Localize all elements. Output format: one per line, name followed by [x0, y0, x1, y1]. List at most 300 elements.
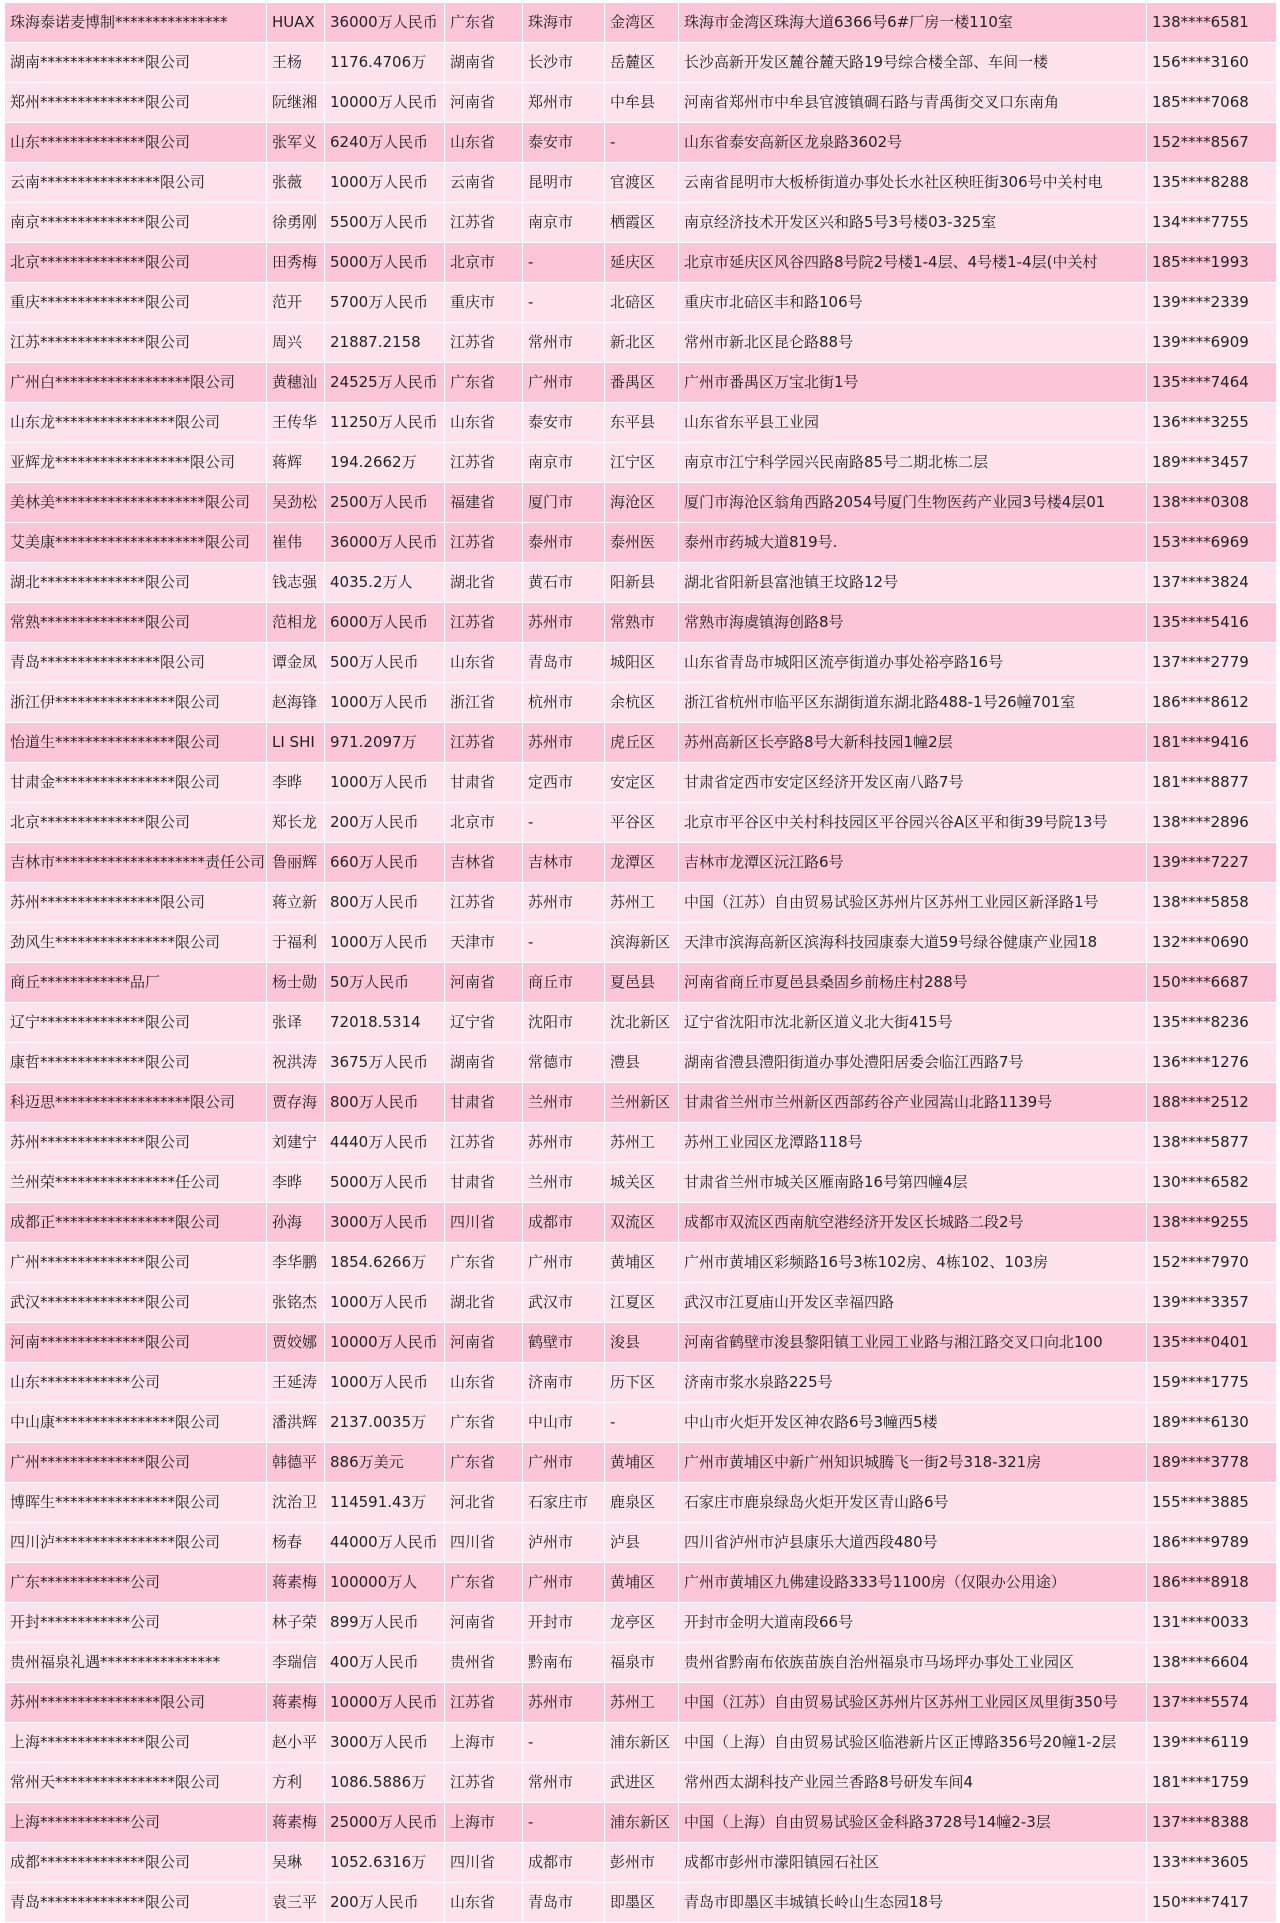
province-cell: 四川省: [445, 1203, 523, 1243]
registered-capital-cell: 1000万人民币: [325, 1283, 445, 1323]
district-cell: 黄埔区: [605, 1243, 679, 1283]
district-cell: 苏州工: [605, 883, 679, 923]
city-cell: 泰安市: [523, 403, 605, 443]
company-name-cell: 甘肃金****************限公司: [5, 763, 267, 803]
phone-cell: 181****1759: [1147, 1763, 1277, 1803]
legal-person-cell: 谭金凤: [267, 643, 325, 683]
registered-capital-cell: 1000万人民币: [325, 683, 445, 723]
table-row: [5, 1603, 1277, 1643]
address-cell: 珠海市金湾区珠海大道6366号6#厂房一楼110室: [679, 3, 1147, 43]
table-row: [5, 1563, 1277, 1603]
table-row: [5, 1323, 1277, 1363]
company-name-cell: 广州**************限公司: [5, 1243, 267, 1283]
city-cell: 常州市: [523, 1763, 605, 1803]
district-cell: 彭州市: [605, 1843, 679, 1883]
company-name-cell: 青岛****************限公司: [5, 643, 267, 683]
province-cell: 江苏省: [445, 883, 523, 923]
company-name-cell: 常熟**************限公司: [5, 603, 267, 643]
address-cell: 广州市黄埔区九佛建设路333号1100房（仅限办公用途）: [679, 1563, 1147, 1603]
province-cell: 辽宁省: [445, 1003, 523, 1043]
province-cell: 河南省: [445, 1323, 523, 1363]
address-cell: 中国（江苏）自由贸易试验区苏州片区苏州工业园区凤里街350号: [679, 1683, 1147, 1723]
legal-person-cell: 黄穗汕: [267, 363, 325, 403]
phone-cell: 135****7464: [1147, 363, 1277, 403]
registered-capital-cell: 24525万人民币: [325, 363, 445, 403]
province-cell: 湖北省: [445, 1283, 523, 1323]
registered-capital-cell: 886万美元: [325, 1443, 445, 1483]
district-cell: 黄埔区: [605, 1563, 679, 1603]
city-cell: 苏州市: [523, 723, 605, 763]
address-cell: 北京市延庆区风谷四路8号院2号楼1-4层、4号楼1-4层(中关村: [679, 243, 1147, 283]
phone-cell: 138****5877: [1147, 1123, 1277, 1163]
legal-person-cell: 范开: [267, 283, 325, 323]
province-cell: 江苏省: [445, 1683, 523, 1723]
legal-person-cell: 潘洪辉: [267, 1403, 325, 1443]
company-name-cell: 浙江伊****************限公司: [5, 683, 267, 723]
district-cell: 延庆区: [605, 243, 679, 283]
company-name-cell: 湖北**************限公司: [5, 563, 267, 603]
registered-capital-cell: 2137.0035万: [325, 1403, 445, 1443]
legal-person-cell: 袁三平: [267, 1883, 325, 1923]
phone-cell: 135****8236: [1147, 1003, 1277, 1043]
registered-capital-cell: 6240万人民币: [325, 123, 445, 163]
legal-person-cell: 赵小平: [267, 1723, 325, 1763]
company-name-cell: 四川泸****************限公司: [5, 1523, 267, 1563]
phone-cell: 188****2512: [1147, 1083, 1277, 1123]
table-row: [5, 1483, 1277, 1523]
phone-cell: 152****8567: [1147, 123, 1277, 163]
phone-cell: 185****7068: [1147, 83, 1277, 123]
province-cell: 湖南省: [445, 43, 523, 83]
city-cell: 兰州市: [523, 1083, 605, 1123]
legal-person-cell: 李晔: [267, 1163, 325, 1203]
city-cell: -: [523, 1723, 605, 1763]
phone-cell: 135****0401: [1147, 1323, 1277, 1363]
district-cell: 平谷区: [605, 803, 679, 843]
address-cell: 武汉市江夏庙山开发区幸福四路: [679, 1283, 1147, 1323]
legal-person-cell: 吴劲松: [267, 483, 325, 523]
district-cell: 武进区: [605, 1763, 679, 1803]
district-cell: 泰州医: [605, 523, 679, 563]
table-row: [5, 443, 1277, 483]
registered-capital-cell: 114591.43万: [325, 1483, 445, 1523]
legal-person-cell: 祝洪涛: [267, 1043, 325, 1083]
registered-capital-cell: 4035.2万人: [325, 563, 445, 603]
company-table: [4, 2, 1277, 1923]
phone-cell: 137****2779: [1147, 643, 1277, 683]
company-name-cell: 成都正****************限公司: [5, 1203, 267, 1243]
table-row: [5, 643, 1277, 683]
address-cell: 石家庄市鹿泉绿岛火炬开发区青山路6号: [679, 1483, 1147, 1523]
phone-cell: 138****9255: [1147, 1203, 1277, 1243]
registered-capital-cell: 1086.5886万: [325, 1763, 445, 1803]
province-cell: 山东省: [445, 123, 523, 163]
address-cell: 成都市双流区西南航空港经济开发区长城路二段2号: [679, 1203, 1147, 1243]
city-cell: 苏州市: [523, 1683, 605, 1723]
registered-capital-cell: 5700万人民币: [325, 283, 445, 323]
district-cell: 龙潭区: [605, 843, 679, 883]
district-cell: 历下区: [605, 1363, 679, 1403]
company-name-cell: 珠海泰诺麦博制***************: [5, 3, 267, 43]
province-cell: 山东省: [445, 1883, 523, 1923]
registered-capital-cell: 25000万人民币: [325, 1803, 445, 1843]
city-cell: -: [523, 243, 605, 283]
company-name-cell: 科迈思******************限公司: [5, 1083, 267, 1123]
province-cell: 江苏省: [445, 523, 523, 563]
province-cell: 湖北省: [445, 563, 523, 603]
registered-capital-cell: 800万人民币: [325, 883, 445, 923]
district-cell: 夏邑县: [605, 963, 679, 1003]
company-name-cell: 美林美********************限公司: [5, 483, 267, 523]
table-row: [5, 843, 1277, 883]
registered-capital-cell: 5000万人民币: [325, 1163, 445, 1203]
province-cell: 重庆市: [445, 283, 523, 323]
district-cell: 余杭区: [605, 683, 679, 723]
table-row: [5, 363, 1277, 403]
legal-person-cell: 李华鹏: [267, 1243, 325, 1283]
registered-capital-cell: 1000万人民币: [325, 923, 445, 963]
address-cell: 开封市金明大道南段66号: [679, 1603, 1147, 1643]
city-cell: 南京市: [523, 203, 605, 243]
table-row: [5, 323, 1277, 363]
phone-cell: 138****0308: [1147, 483, 1277, 523]
legal-person-cell: 鲁丽辉: [267, 843, 325, 883]
phone-cell: 132****0690: [1147, 923, 1277, 963]
district-cell: 番禺区: [605, 363, 679, 403]
address-cell: 厦门市海沧区翁角西路2054号厦门生物医药产业园3号楼4层01: [679, 483, 1147, 523]
registered-capital-cell: 1854.6266万: [325, 1243, 445, 1283]
district-cell: 北碚区: [605, 283, 679, 323]
table-body: [5, 3, 1277, 1923]
district-cell: 浚县: [605, 1323, 679, 1363]
district-cell: 苏州工: [605, 1123, 679, 1163]
phone-cell: 137****8388: [1147, 1803, 1277, 1843]
registered-capital-cell: 36000万人民币: [325, 3, 445, 43]
company-name-cell: 苏州****************限公司: [5, 883, 267, 923]
legal-person-cell: 张薇: [267, 163, 325, 203]
registered-capital-cell: 1000万人民币: [325, 763, 445, 803]
address-cell: 甘肃省兰州市兰州新区西部药谷产业园嵩山北路1139号: [679, 1083, 1147, 1123]
address-cell: 苏州工业园区龙潭路118号: [679, 1123, 1147, 1163]
registered-capital-cell: 4440万人民币: [325, 1123, 445, 1163]
province-cell: 云南省: [445, 163, 523, 203]
legal-person-cell: 赵海锋: [267, 683, 325, 723]
district-cell: 栖霞区: [605, 203, 679, 243]
province-cell: 江苏省: [445, 603, 523, 643]
table-row: [5, 563, 1277, 603]
city-cell: 常德市: [523, 1043, 605, 1083]
company-name-cell: 河南**************限公司: [5, 1323, 267, 1363]
registered-capital-cell: 3000万人民币: [325, 1203, 445, 1243]
company-name-cell: 广州白******************限公司: [5, 363, 267, 403]
address-cell: 中国（江苏）自由贸易试验区苏州片区苏州工业园区新泽路1号: [679, 883, 1147, 923]
city-cell: 兰州市: [523, 1163, 605, 1203]
district-cell: 福泉市: [605, 1643, 679, 1683]
address-cell: 南京经济技术开发区兴和路5号3号楼03-325室: [679, 203, 1147, 243]
legal-person-cell: 李晔: [267, 763, 325, 803]
district-cell: -: [605, 1403, 679, 1443]
phone-cell: 150****6687: [1147, 963, 1277, 1003]
table-row: [5, 963, 1277, 1003]
district-cell: 城关区: [605, 1163, 679, 1203]
registered-capital-cell: 500万人民币: [325, 643, 445, 683]
city-cell: 成都市: [523, 1203, 605, 1243]
registered-capital-cell: 72018.5314: [325, 1003, 445, 1043]
address-cell: 广州市番禺区万宝北街1号: [679, 363, 1147, 403]
table-row: [5, 1043, 1277, 1083]
address-cell: 成都市彭州市濛阳镇园石社区: [679, 1843, 1147, 1883]
phone-cell: 137****5574: [1147, 1683, 1277, 1723]
address-cell: 浙江省杭州市临平区东湖街道东湖北路488-1号26幢701室: [679, 683, 1147, 723]
table-row: [5, 923, 1277, 963]
address-cell: 湖南省澧县澧阳街道办事处澧阳居委会临江西路7号: [679, 1043, 1147, 1083]
company-name-cell: 辽宁**************限公司: [5, 1003, 267, 1043]
legal-person-cell: 张铭杰: [267, 1283, 325, 1323]
province-cell: 天津市: [445, 923, 523, 963]
legal-person-cell: 蒋素梅: [267, 1563, 325, 1603]
table-row: [5, 1883, 1277, 1923]
province-cell: 上海市: [445, 1723, 523, 1763]
registered-capital-cell: 21887.2158: [325, 323, 445, 363]
registered-capital-cell: 200万人民币: [325, 803, 445, 843]
legal-person-cell: 于福利: [267, 923, 325, 963]
city-cell: 广州市: [523, 1443, 605, 1483]
table-row: [5, 3, 1277, 43]
district-cell: 滨海新区: [605, 923, 679, 963]
city-cell: 珠海市: [523, 3, 605, 43]
address-cell: 长沙高新开发区麓谷麓天路19号综合楼全部、车间一楼: [679, 43, 1147, 83]
legal-person-cell: 刘建宁: [267, 1123, 325, 1163]
district-cell: 中牟县: [605, 83, 679, 123]
table-row: [5, 1123, 1277, 1163]
registered-capital-cell: 36000万人民币: [325, 523, 445, 563]
city-cell: 南京市: [523, 443, 605, 483]
company-name-cell: 亚辉龙******************限公司: [5, 443, 267, 483]
province-cell: 江苏省: [445, 443, 523, 483]
company-name-cell: 上海************公司: [5, 1803, 267, 1843]
phone-cell: 185****1993: [1147, 243, 1277, 283]
table-row: [5, 1403, 1277, 1443]
table-row: [5, 43, 1277, 83]
phone-cell: 138****5858: [1147, 883, 1277, 923]
city-cell: 杭州市: [523, 683, 605, 723]
district-cell: 岳麓区: [605, 43, 679, 83]
legal-person-cell: 沈治卫: [267, 1483, 325, 1523]
registered-capital-cell: 971.2097万: [325, 723, 445, 763]
table-row: [5, 1083, 1277, 1123]
company-name-cell: 南京**************限公司: [5, 203, 267, 243]
company-name-cell: 北京**************限公司: [5, 803, 267, 843]
phone-cell: 139****6119: [1147, 1723, 1277, 1763]
table-row: [5, 523, 1277, 563]
table-row: [5, 483, 1277, 523]
legal-person-cell: 王杨: [267, 43, 325, 83]
city-cell: 长沙市: [523, 43, 605, 83]
city-cell: 吉林市: [523, 843, 605, 883]
registered-capital-cell: 5000万人民币: [325, 243, 445, 283]
table-row: [5, 83, 1277, 123]
company-name-cell: 北京**************限公司: [5, 243, 267, 283]
city-cell: -: [523, 923, 605, 963]
legal-person-cell: 贾姣娜: [267, 1323, 325, 1363]
legal-person-cell: 张译: [267, 1003, 325, 1043]
city-cell: 黄石市: [523, 563, 605, 603]
address-cell: 甘肃省兰州市城关区雁南路16号第四幢4层: [679, 1163, 1147, 1203]
registered-capital-cell: 5500万人民币: [325, 203, 445, 243]
company-name-cell: 上海**************限公司: [5, 1723, 267, 1763]
district-cell: 澧县: [605, 1043, 679, 1083]
registered-capital-cell: 1052.6316万: [325, 1843, 445, 1883]
province-cell: 四川省: [445, 1523, 523, 1563]
table-row: [5, 683, 1277, 723]
province-cell: 湖南省: [445, 1043, 523, 1083]
table-row: [5, 243, 1277, 283]
district-cell: 浦东新区: [605, 1723, 679, 1763]
legal-person-cell: 范相龙: [267, 603, 325, 643]
legal-person-cell: 钱志强: [267, 563, 325, 603]
table-row: [5, 1723, 1277, 1763]
phone-cell: 138****2896: [1147, 803, 1277, 843]
district-cell: 阳新县: [605, 563, 679, 603]
province-cell: 吉林省: [445, 843, 523, 883]
phone-cell: 186****9789: [1147, 1523, 1277, 1563]
registered-capital-cell: 10000万人民币: [325, 1323, 445, 1363]
address-cell: 苏州高新区长亭路8号大新科技园1幢2层: [679, 723, 1147, 763]
province-cell: 广东省: [445, 1563, 523, 1603]
registered-capital-cell: 3000万人民币: [325, 1723, 445, 1763]
company-spreadsheet: [4, 2, 1276, 1923]
company-name-cell: 怡道生****************限公司: [5, 723, 267, 763]
city-cell: 鹤壁市: [523, 1323, 605, 1363]
city-cell: -: [523, 1803, 605, 1843]
table-row: [5, 1523, 1277, 1563]
phone-cell: 139****6909: [1147, 323, 1277, 363]
city-cell: 成都市: [523, 1843, 605, 1883]
province-cell: 河南省: [445, 963, 523, 1003]
province-cell: 甘肃省: [445, 1083, 523, 1123]
district-cell: 江夏区: [605, 1283, 679, 1323]
registered-capital-cell: 1000万人民币: [325, 163, 445, 203]
district-cell: 兰州新区: [605, 1083, 679, 1123]
address-cell: 重庆市北碚区丰和路106号: [679, 283, 1147, 323]
phone-cell: 134****7755: [1147, 203, 1277, 243]
province-cell: 甘肃省: [445, 1163, 523, 1203]
district-cell: 苏州工: [605, 1683, 679, 1723]
province-cell: 河南省: [445, 83, 523, 123]
legal-person-cell: 林子荣: [267, 1603, 325, 1643]
legal-person-cell: 徐勇刚: [267, 203, 325, 243]
address-cell: 天津市滨海高新区滨海科技园康泰大道59号绿谷健康产业园18: [679, 923, 1147, 963]
company-name-cell: 重庆**************限公司: [5, 283, 267, 323]
city-cell: 青岛市: [523, 643, 605, 683]
legal-person-cell: 周兴: [267, 323, 325, 363]
legal-person-cell: HUAX: [267, 3, 325, 43]
table-row: [5, 803, 1277, 843]
registered-capital-cell: 6000万人民币: [325, 603, 445, 643]
address-cell: 中国（上海）自由贸易试验区金科路3728号14幢2-3层: [679, 1803, 1147, 1843]
table-row: [5, 1843, 1277, 1883]
address-cell: 山东省青岛市城阳区流亭街道办事处裕亭路16号: [679, 643, 1147, 683]
company-name-cell: 兰州荣****************任公司: [5, 1163, 267, 1203]
company-name-cell: 苏州****************限公司: [5, 1683, 267, 1723]
phone-cell: 156****3160: [1147, 43, 1277, 83]
phone-cell: 137****3824: [1147, 563, 1277, 603]
phone-cell: 131****0033: [1147, 1603, 1277, 1643]
company-name-cell: 成都**************限公司: [5, 1843, 267, 1883]
legal-person-cell: 王延涛: [267, 1363, 325, 1403]
company-name-cell: 博晖生****************限公司: [5, 1483, 267, 1523]
table-row: [5, 1003, 1277, 1043]
company-name-cell: 山东龙****************限公司: [5, 403, 267, 443]
province-cell: 广东省: [445, 1243, 523, 1283]
address-cell: 济南市浆水泉路225号: [679, 1363, 1147, 1403]
phone-cell: 189****3457: [1147, 443, 1277, 483]
province-cell: 山东省: [445, 403, 523, 443]
company-name-cell: 武汉**************限公司: [5, 1283, 267, 1323]
city-cell: 苏州市: [523, 1123, 605, 1163]
legal-person-cell: 吴琳: [267, 1843, 325, 1883]
legal-person-cell: 王传华: [267, 403, 325, 443]
registered-capital-cell: 2500万人民币: [325, 483, 445, 523]
company-name-cell: 湖南**************限公司: [5, 43, 267, 83]
city-cell: 黔南布: [523, 1643, 605, 1683]
district-cell: 沈北新区: [605, 1003, 679, 1043]
company-name-cell: 山东**************限公司: [5, 123, 267, 163]
table-row: [5, 603, 1277, 643]
district-cell: 虎丘区: [605, 723, 679, 763]
province-cell: 北京市: [445, 803, 523, 843]
table-row: [5, 203, 1277, 243]
city-cell: 济南市: [523, 1363, 605, 1403]
company-name-cell: 康哲**************限公司: [5, 1043, 267, 1083]
city-cell: 苏州市: [523, 603, 605, 643]
address-cell: 中国（上海）自由贸易试验区临港新片区正博路356号20幢1-2层: [679, 1723, 1147, 1763]
table-row: [5, 883, 1277, 923]
city-cell: 泸州市: [523, 1523, 605, 1563]
address-cell: 河南省郑州市中牟县官渡镇碉石路与青禹街交叉口东南角: [679, 83, 1147, 123]
registered-capital-cell: 400万人民币: [325, 1643, 445, 1683]
address-cell: 吉林市龙潭区沅江路6号: [679, 843, 1147, 883]
table-row: [5, 1283, 1277, 1323]
table-row: [5, 1243, 1277, 1283]
table-row: [5, 403, 1277, 443]
phone-cell: 138****6604: [1147, 1643, 1277, 1683]
registered-capital-cell: 1000万人民币: [325, 1363, 445, 1403]
company-name-cell: 云南****************限公司: [5, 163, 267, 203]
city-cell: 沈阳市: [523, 1003, 605, 1043]
table-row: [5, 283, 1277, 323]
city-cell: 郑州市: [523, 83, 605, 123]
legal-person-cell: 贾存海: [267, 1083, 325, 1123]
address-cell: 泰州市药城大道819号.: [679, 523, 1147, 563]
city-cell: 泰安市: [523, 123, 605, 163]
phone-cell: 159****1775: [1147, 1363, 1277, 1403]
registered-capital-cell: 800万人民币: [325, 1083, 445, 1123]
city-cell: 苏州市: [523, 883, 605, 923]
phone-cell: 189****3778: [1147, 1443, 1277, 1483]
address-cell: 北京市平谷区中关村科技园区平谷园兴谷A区平和街39号院13号: [679, 803, 1147, 843]
city-cell: -: [523, 283, 605, 323]
legal-person-cell: 韩德平: [267, 1443, 325, 1483]
province-cell: 江苏省: [445, 323, 523, 363]
phone-cell: 135****5416: [1147, 603, 1277, 643]
legal-person-cell: LI SHI: [267, 723, 325, 763]
legal-person-cell: 孙海: [267, 1203, 325, 1243]
address-cell: 云南省昆明市大板桥街道办事处长水社区秧旺街306号中关村电: [679, 163, 1147, 203]
city-cell: 广州市: [523, 1243, 605, 1283]
company-name-cell: 青岛**************限公司: [5, 1883, 267, 1923]
province-cell: 四川省: [445, 1843, 523, 1883]
